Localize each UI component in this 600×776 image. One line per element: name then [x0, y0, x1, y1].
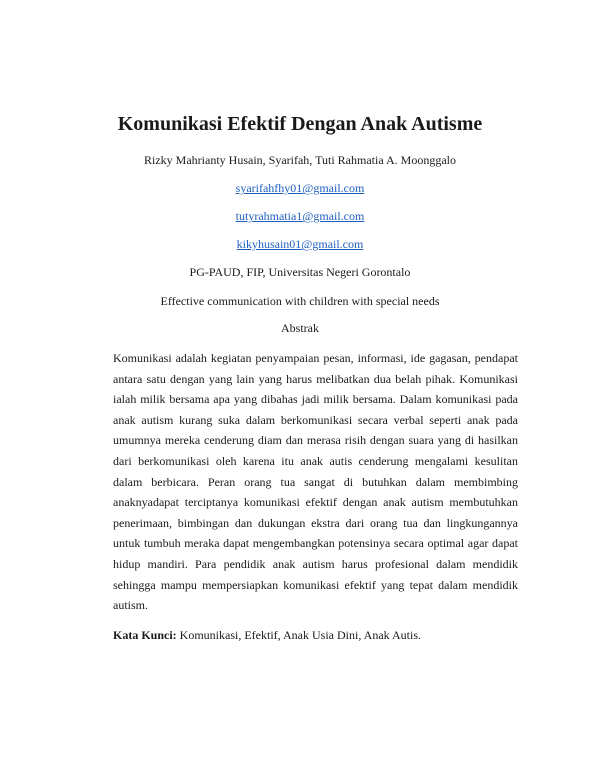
author-email-link[interactable]: kikyhusain01@gmail.com	[236, 237, 364, 251]
affiliation: PG-PAUD, FIP, Universitas Negeri Gorontalo	[189, 265, 411, 279]
english-subtitle: Effective communication with children with special needs	[160, 294, 440, 308]
email-line-3	[0, 237, 600, 252]
keywords	[113, 628, 518, 643]
keywords-label: Kata Kunci:	[113, 628, 177, 642]
email-line-1	[0, 181, 600, 196]
abstract-heading: Abstrak	[281, 321, 319, 335]
abstract-body: Komunikasi adalah kegiatan penyampaian pesan, informasi, ide gagasan, pendapat antara satu dengan yang lain yang harus melibatkan dua belah pihak. Komunikasi ialah milik bersama apa yang dibahas jadi milik bersama. Dalam komunikasi pada anak autism kurang suka dalam berkomunikasi secara verbal seperti anak pada umumnya mereka cenderung diam dan merasa risih dengan suara yang di hasilkan dari berkomunikasi oleh karena itu anak autis cenderung mengalami kesulitan dalam berbicara. Peran orang tua sangat di butuhkan dalam membimbing anaknyadapat terciptanya komunikasi efektif dengan anak autism membutuhkan penerimaan, bimbingan dan dukungan ekstra dari orang tua dan lingkungannya untuk tumbuh meraka dapat mengembangkan potensinya secara optimal agar dapat hidup mandiri. Para pendidik anak autism harus profesional dalam mendidik sehingga mampu mempersiapkan komunikasi efektif yang tepat dalam mendidik autism.	[113, 351, 518, 613]
keywords-text: Komunikasi, Efektif, Anak Usia Dini, Anak Autis.	[176, 628, 421, 642]
author-email-link[interactable]: syarifahfhy01@gmail.com	[235, 181, 365, 195]
author-email-link[interactable]: tutyrahmatia1@gmail.com	[235, 209, 365, 223]
email-line-2	[0, 209, 600, 224]
author-list: Rizky Mahrianty Husain, Syarifah, Tuti Rahmatia A. Moonggalo	[144, 153, 456, 167]
paper-title: Komunikasi Efektif Dengan Anak Autisme	[117, 113, 483, 135]
